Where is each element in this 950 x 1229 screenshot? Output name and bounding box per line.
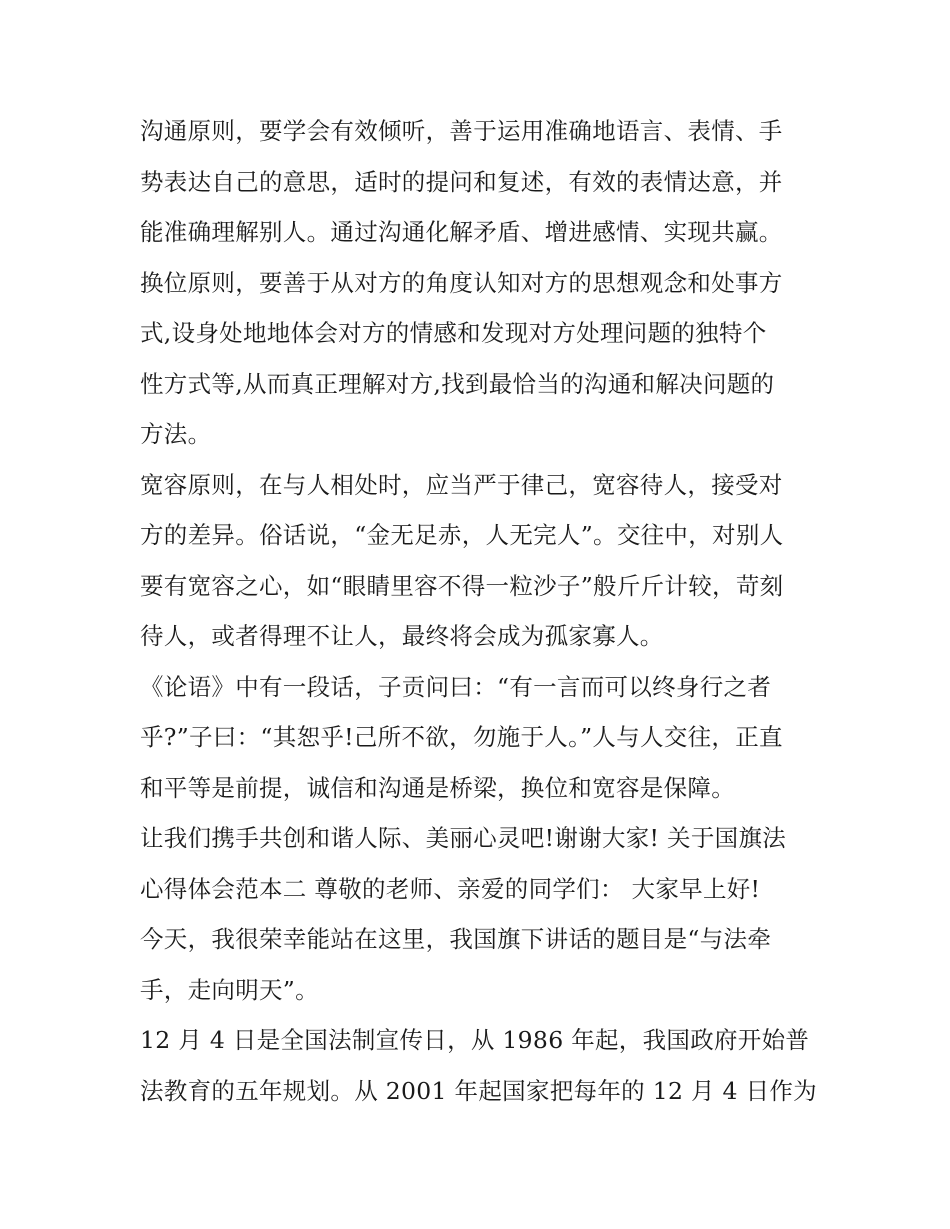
text-line: 要有宽容之心，如“眼睛里容不得一粒沙子”般斤斤计较，苛刻 <box>140 571 784 600</box>
text-line: 换位原则，要善于从对方的角度认知对方的思想观念和处事方 <box>140 268 783 297</box>
text-line: 式,设身处地地体会对方的情感和发现对方处理问题的独特个 <box>140 319 767 347</box>
text-line: 手，走向明天”。 <box>140 975 319 1004</box>
text-line: 能准确理解别人。通过沟通化解矛盾、增进感情、实现共赢。 <box>140 218 783 246</box>
text-line: 方法。 <box>140 420 212 448</box>
text-line: 性方式等,从而真正理解对方,找到最恰当的沟通和解决问题的 <box>140 369 775 398</box>
text-line: 和平等是前提，诚信和沟通是桥梁，换位和宽容是保障。 <box>140 773 735 802</box>
text-line: 法教育的五年规划。从 2001 年起国家把每年的 12 月 4 日作为 <box>140 1076 817 1105</box>
text-line: 宽容原则，在与人相处时，应当严于律己，宽容待人，接受对 <box>140 470 783 499</box>
text-line: 今天，我很荣幸能站在这里，我国旗下讲话的题目是“与法牵 <box>140 925 772 953</box>
document-body <box>140 106 820 1116</box>
text-line: 沟通原则，要学会有效倾听，善于运用准确地语言、表情、手 <box>140 117 783 145</box>
text-line: 方的差异。俗话说，“金无足赤，人无完人”。交往中，对别人 <box>140 521 784 549</box>
text-line: 12 月 4 日是全国法制宣传日，从 1986 年起，我国政府开始普 <box>140 1026 810 1054</box>
text-line: 心得体会范本二 尊敬的老师、亲爱的同学们： 大家早上好! <box>140 874 761 903</box>
text-line: 乎?”子曰：“其恕乎!己所不欲，勿施于人。”人与人交往，正直 <box>140 723 783 751</box>
text-line: 《论语》中有一段话，子贡问曰：“有一言而可以终身行之者 <box>140 672 772 701</box>
text-line: 让我们携手共创和谐人际、美丽心灵吧!谢谢大家! 关于国旗法 <box>140 824 787 852</box>
text-line: 势表达自己的意思，适时的提问和复述，有效的表情达意，并 <box>140 167 783 196</box>
text-line: 待人，或者得理不让人，最终将会成为孤家寡人。 <box>140 622 664 650</box>
